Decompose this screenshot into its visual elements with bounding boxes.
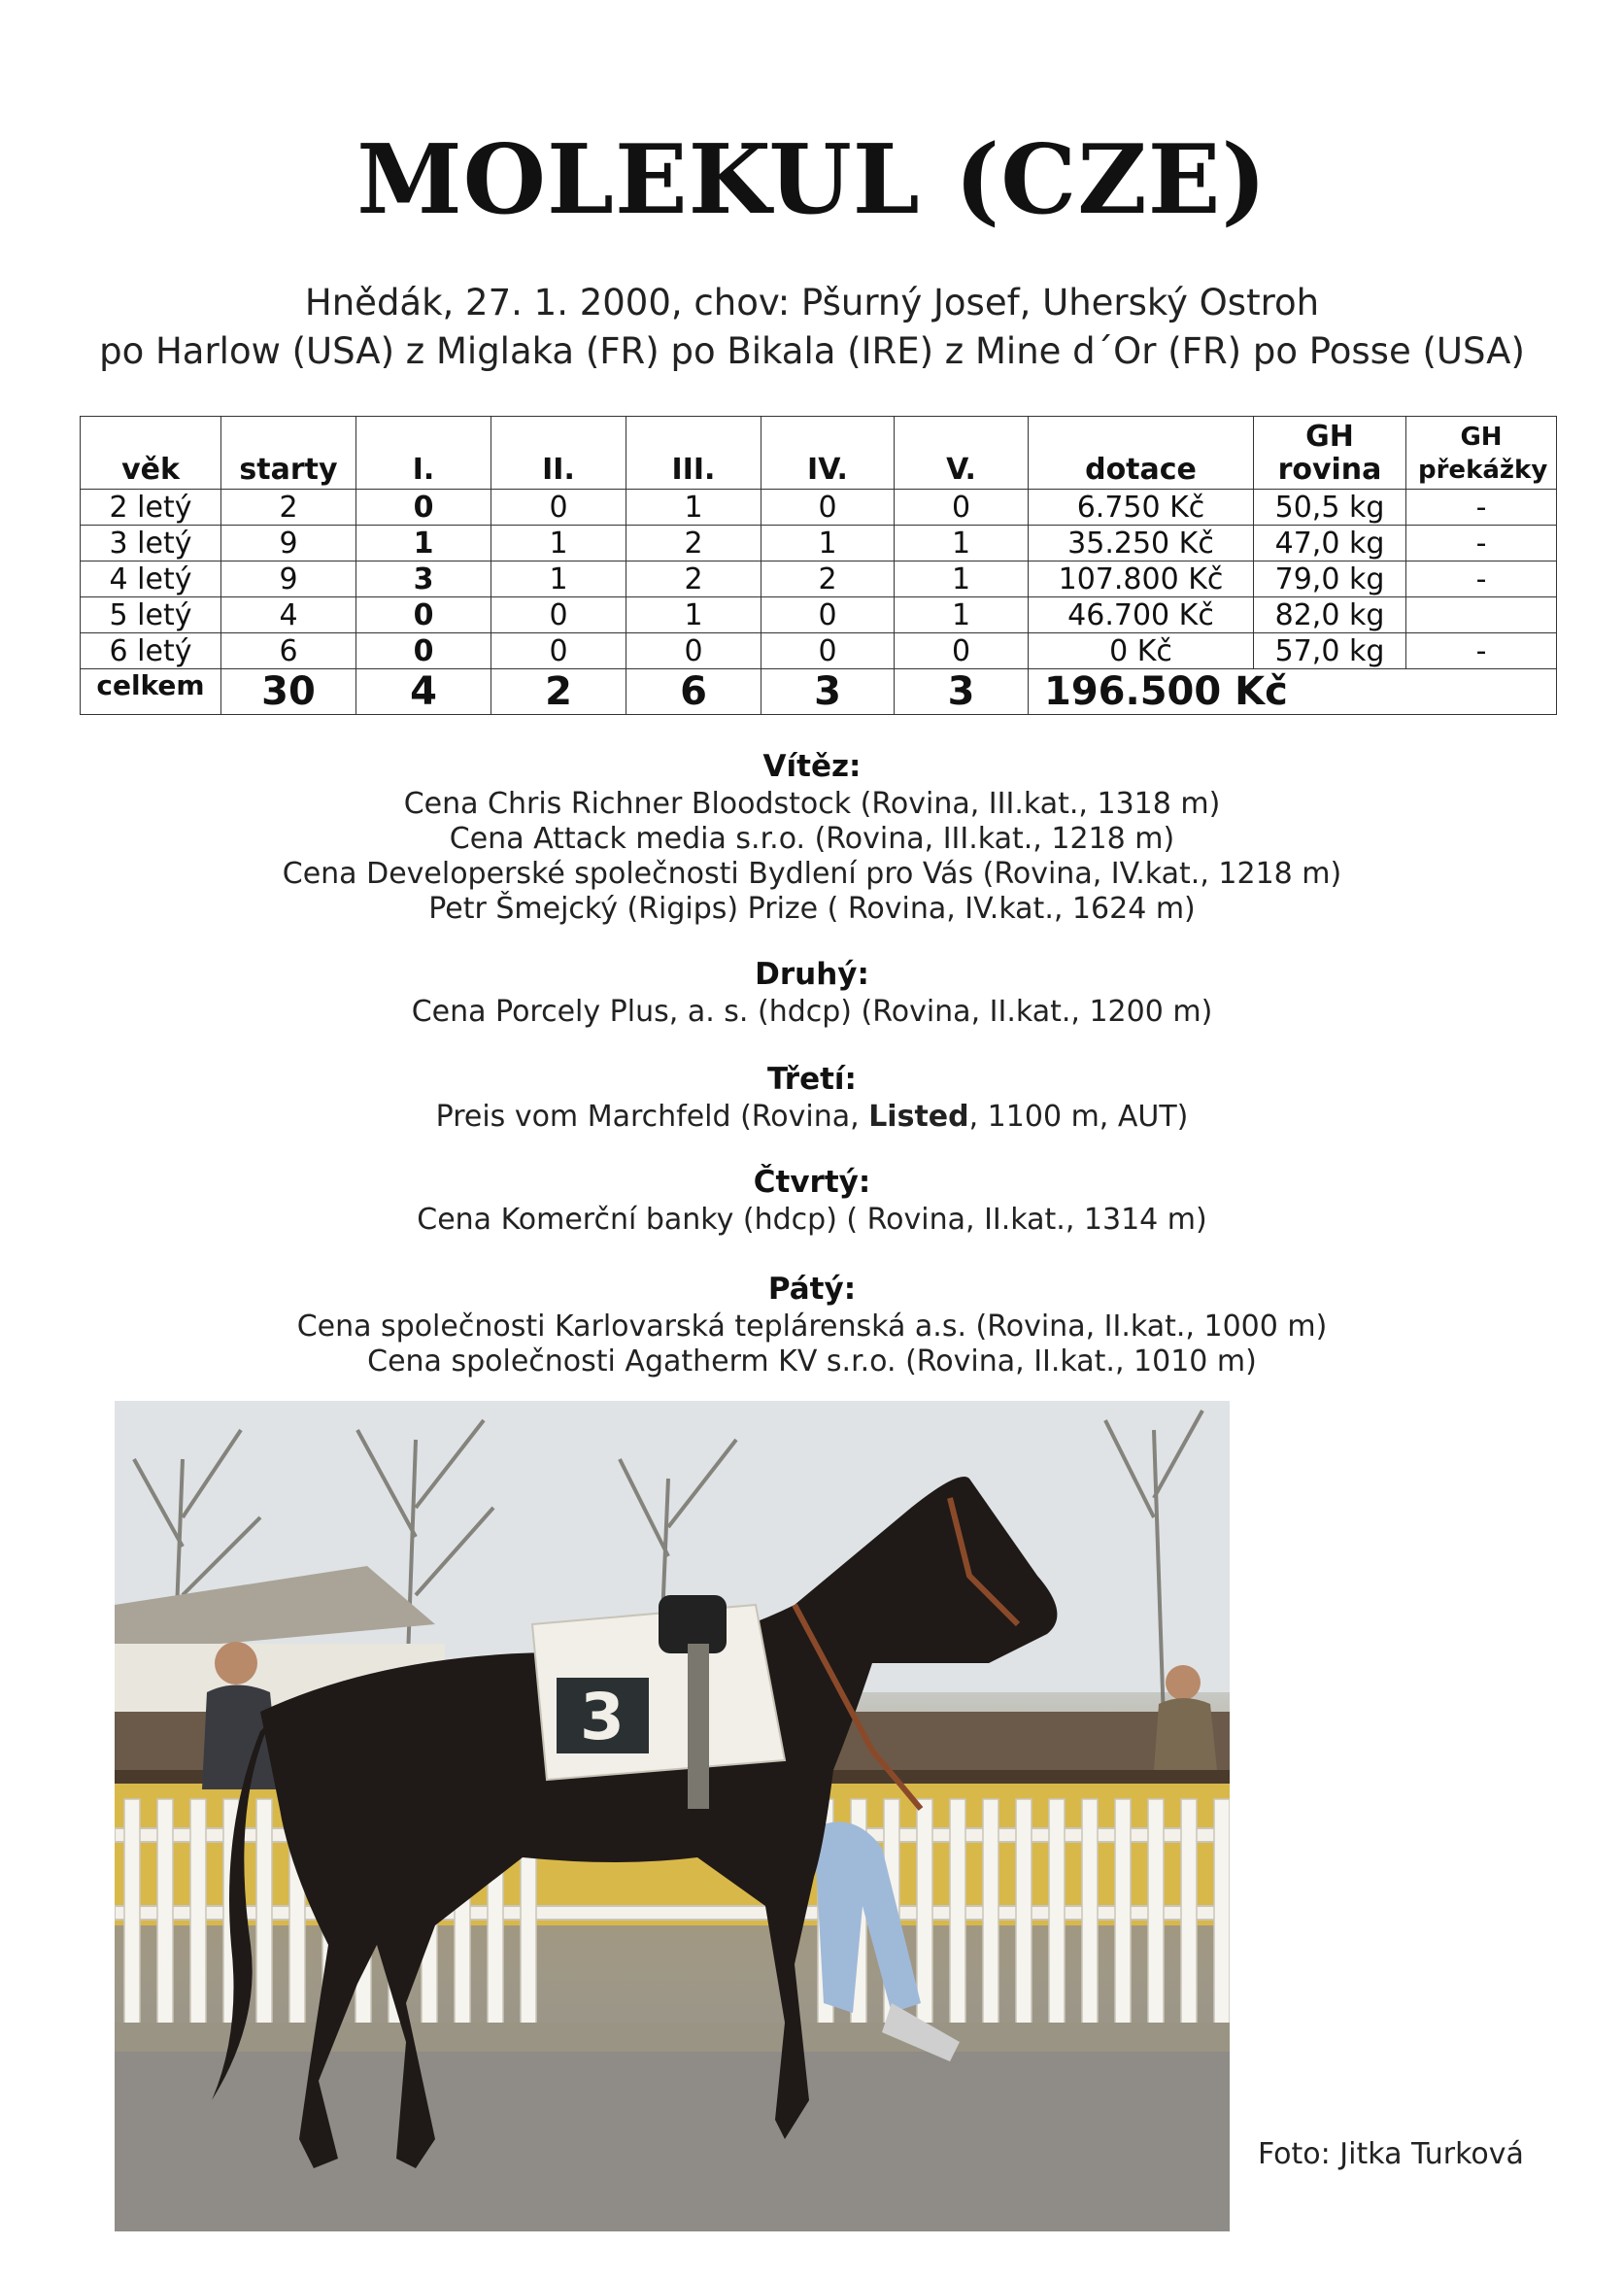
table-cell: 6 letý (81, 633, 221, 669)
result-section (0, 954, 1624, 1030)
race-entry: Cena Komerční banky (hdcp) ( Rovina, II.kat., 1314 m) (417, 1203, 1207, 1237)
photo-credit: Foto: Jitka Turková (1258, 2137, 1524, 2171)
horse-photo-illustration (115, 1401, 1230, 2231)
race-entry: Cena Developerské společnosti Bydlení pro Vás (Rovina, IV.kat., 1218 m) (282, 857, 1342, 891)
table-cell: - (1406, 633, 1557, 669)
col-header-gh-jumps: GH překážky (1406, 417, 1557, 490)
total-cell: 30 (221, 669, 356, 715)
total-cell: 6 (626, 669, 761, 715)
table-cell: 0 (761, 597, 895, 633)
col-header-prize: dotace (1029, 417, 1254, 490)
table-cell: 4 letý (81, 561, 221, 597)
col-header-second: II. (491, 417, 626, 490)
table-cell: 6.750 Kč (1029, 490, 1254, 526)
race-entry (0, 1100, 1624, 1135)
section-heading: Třetí: (767, 1062, 857, 1097)
table-cell: - (1406, 490, 1557, 526)
table-cell: 0 (491, 597, 626, 633)
race-entry: Cena Chris Richner Bloodstock (Rovina, III.kat., 1318 m) (403, 787, 1221, 821)
table-cell: 1 (895, 597, 1029, 633)
table-cell: 0 (356, 490, 491, 526)
table-cell: 2 (221, 490, 356, 526)
table-cell: 2 letý (81, 490, 221, 526)
result-section (0, 1269, 1624, 1379)
total-cell: 4 (356, 669, 491, 715)
col-header-first: I. (356, 417, 491, 490)
table-cell: 6 (221, 633, 356, 669)
table-cell: 0 (491, 633, 626, 669)
fence-picket (1181, 1799, 1197, 2042)
table-header-row (81, 417, 1557, 490)
fence-picket (1049, 1799, 1065, 2042)
horse-details: Hnědák, 27. 1. 2000, chov: Pšurný Josef, Uherský Ostroh (304, 282, 1320, 323)
table-cell: 1 (491, 526, 626, 561)
race-entry: Cena Porcely Plus, a. s. (hdcp) (Rovina, II.kat., 1200 m) (411, 995, 1213, 1029)
table-row (81, 561, 1557, 597)
result-section (0, 1162, 1624, 1238)
race-entry: Cena společnosti Karlovarská teplárenská a.s. (Rovina, II.kat., 1000 m) (296, 1310, 1328, 1344)
col-header-gh-flat: GH rovina (1254, 417, 1406, 490)
section-heading: Vítěz: (762, 749, 862, 784)
table-row (81, 490, 1557, 526)
table-cell: 2 (626, 526, 761, 561)
table-cell: 0 (356, 633, 491, 669)
race-stats-table (80, 416, 1557, 715)
table-cell: 0 (761, 633, 895, 669)
race-entry: Cena společnosti Agatherm KV s.r.o. (Rovina, II.kat., 1010 m) (367, 1344, 1257, 1378)
table-cell: 4 (221, 597, 356, 633)
race-entry: Petr Šmejcký (Rigips) Prize ( Rovina, IV.kat., 1624 m) (428, 892, 1196, 926)
result-section (0, 746, 1624, 927)
table-cell: 0 Kč (1029, 633, 1254, 669)
col-header-fifth: V. (895, 417, 1029, 490)
table-cell: 3 (356, 561, 491, 597)
table-cell: 1 (761, 526, 895, 561)
table-cell: 1 (895, 526, 1029, 561)
fence-picket (256, 1799, 272, 2042)
race-entry: Cena Attack media s.r.o. (Rovina, III.kat., 1218 m) (449, 822, 1175, 856)
table-cell: 2 (761, 561, 895, 597)
col-header-fourth: IV. (761, 417, 895, 490)
horse-photo (115, 1401, 1230, 2231)
total-cell: 2 (491, 669, 626, 715)
section-heading: Čtvrtý: (753, 1165, 871, 1200)
table-cell: 35.250 Kč (1029, 526, 1254, 561)
fence-picket (190, 1799, 206, 2042)
table-cell: 0 (491, 490, 626, 526)
table-cell: 0 (761, 490, 895, 526)
fence-picket (983, 1799, 998, 2042)
section-heading: Pátý: (767, 1272, 857, 1307)
result-section (0, 1059, 1624, 1135)
table-cell: 2 (626, 561, 761, 597)
section-heading: Druhý: (755, 957, 869, 992)
table-cell: 5 letý (81, 597, 221, 633)
race-entry-part: Preis vom Marchfeld (Rovina, (435, 1100, 869, 1134)
total-label: celkem (81, 669, 221, 715)
table-cell: 79,0 kg (1254, 561, 1406, 597)
total-cell: 3 (895, 669, 1029, 715)
table-cell: 82,0 kg (1254, 597, 1406, 633)
table-cell: 46.700 Kč (1029, 597, 1254, 633)
table-cell: 1 (491, 561, 626, 597)
table-cell: 9 (221, 561, 356, 597)
fence-picket (1214, 1799, 1230, 2042)
table-cell: - (1406, 561, 1557, 597)
table-cell: 0 (626, 633, 761, 669)
table-row (81, 526, 1557, 561)
table-cell (1406, 597, 1557, 633)
table-row (81, 633, 1557, 669)
page-title: MOLEKUL (CZE) (356, 124, 1268, 236)
fence-picket (157, 1799, 173, 2042)
table-cell: 0 (895, 633, 1029, 669)
total-cell: 3 (761, 669, 895, 715)
table-total-row (81, 669, 1557, 715)
col-header-third: III. (626, 417, 761, 490)
fence-picket (917, 1799, 932, 2042)
table-cell: 1 (356, 526, 491, 561)
table-cell: 47,0 kg (1254, 526, 1406, 561)
table-cell: 1 (626, 490, 761, 526)
table-cell: 57,0 kg (1254, 633, 1406, 669)
table-cell: 0 (356, 597, 491, 633)
fence-picket (1016, 1799, 1032, 2042)
pedigree-line: po Harlow (USA) z Miglaka (FR) po Bikala (IRE) z Mine d´Or (FR) po Posse (USA) (99, 330, 1525, 372)
fence-picket (1082, 1799, 1098, 2042)
total-cell: 196.500 Kč (1029, 669, 1557, 715)
table-cell: 50,5 kg (1254, 490, 1406, 526)
table-cell: 0 (895, 490, 1029, 526)
table-cell: 107.800 Kč (1029, 561, 1254, 597)
col-header-starts: starty (221, 417, 356, 490)
table-cell: 1 (626, 597, 761, 633)
fence-picket (1115, 1799, 1131, 2042)
race-entry-part: , 1100 m, AUT) (968, 1100, 1189, 1134)
saddle-number: 3 (580, 1680, 625, 1754)
col-header-age: věk (81, 417, 221, 490)
table-row (81, 597, 1557, 633)
race-grade-bold: Listed (868, 1100, 969, 1134)
table-cell: 9 (221, 526, 356, 561)
table-cell: 1 (895, 561, 1029, 597)
fence-picket (950, 1799, 965, 2042)
table-cell: - (1406, 526, 1557, 561)
fence-picket (1148, 1799, 1164, 2042)
table-cell: 3 letý (81, 526, 221, 561)
fence-picket (124, 1799, 140, 2042)
